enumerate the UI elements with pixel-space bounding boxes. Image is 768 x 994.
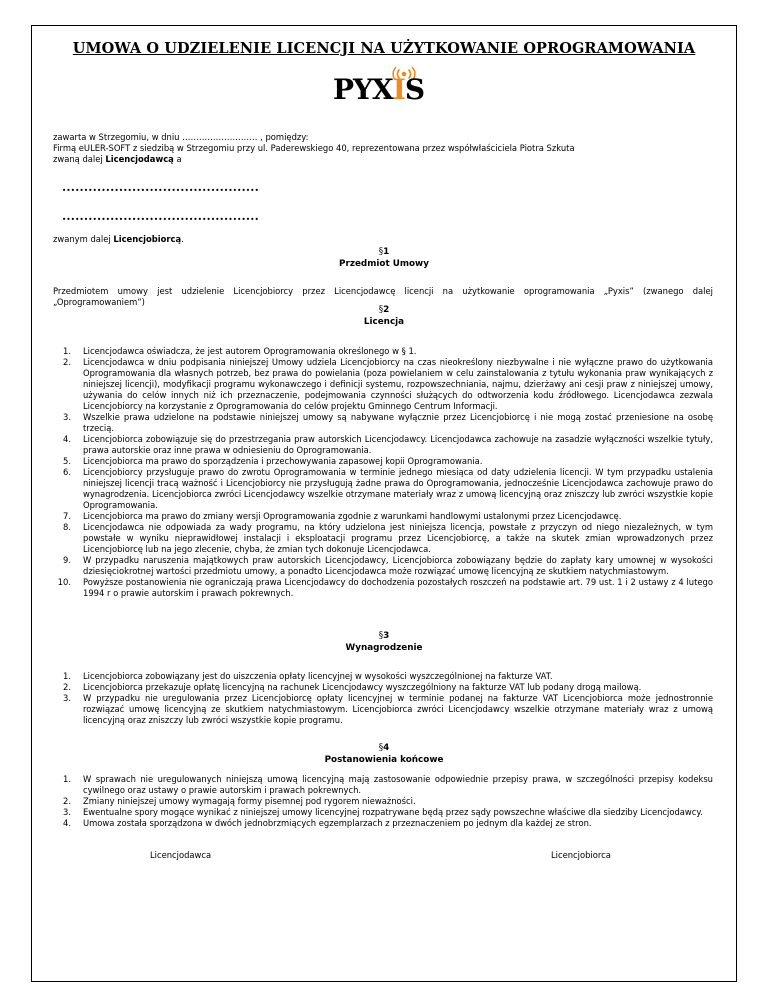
logo-text-pyx: PYX: [333, 73, 393, 106]
item-text: W przypadku naruszenia majątkowych praw autorskich Licencjodawcy, Licencjobiorca zobowiązany będzie do zapłaty kary umownej w wysokości dziesięciokrotnej wartości przedmiotu umowy, a ponadto Licencjodawca może rozwiązać umowę licencyjną ze skutkiem natychmiastowym.: [83, 555, 713, 576]
item-number: 10.: [57, 577, 71, 587]
list-item: [53, 807, 713, 818]
licencjobiorca-suffix: .: [181, 234, 184, 244]
intro-line-1: zawarta w Strzegomiu, w dniu ……………………… , pomiędzy:: [53, 132, 309, 142]
item-text: W sprawach nie uregulowanych niniejszą umową licencyjną mają zastosowanie odpowiednie przepisy prawa, w szczególności przepisy kodeksu cywilnego oraz ustawy o prawie autorskim i prawach pokrewnych.: [83, 774, 713, 795]
section-number: 3: [383, 631, 390, 641]
section-1-heading: [31, 247, 737, 270]
section-3-list: [53, 671, 713, 726]
list-item: [53, 434, 713, 456]
item-text: Licencjobiorca ma prawo do zmiany wersji Oprogramowania zgodnie z warunkami handlowymi ustalonymi przez Licencjodawcę.: [83, 511, 622, 521]
document-title: UMOWA O UDZIELENIE LICENCJI NA UŻYTKOWANIE OPROGRAMOWANIA: [72, 40, 696, 57]
logo-text-s: S: [404, 73, 425, 106]
section-2-list: [53, 346, 713, 599]
section-3-heading: [31, 631, 737, 654]
item-number: 3.: [63, 693, 71, 703]
item-number: 4.: [63, 434, 71, 444]
item-text: Licencjobiorcy przysługuje prawo do zwrotu Oprogramowania w terminie jednego miesiąca od daty udzielenia licencji. W tym przypadku ustalenia niniejszej licencji tracą ważność i Licencjobiorcy nie przysługują żadne prawa do Oprogramowania, jednocześnie Licencjodawca zachowuje prawo do wynagrodzenia. Licencjobiorca zwróci Licencjodawcy wszelkie otrzymane materiały wraz z umową licencyjną oraz zniszczy lub zwróci wszystkie kopie Oprogramowania.: [83, 467, 713, 510]
section-2-heading: [31, 305, 737, 328]
signature-licencjobiorca: Licencjobiorca: [551, 850, 611, 860]
section-sign: §: [378, 305, 384, 315]
intro-line-3: [53, 154, 713, 165]
licencjobiorca-line: [53, 234, 184, 245]
licencjobiorca-prefix: zwanym dalej: [53, 234, 114, 244]
list-item: [53, 522, 713, 555]
section-number: 4: [383, 743, 390, 753]
list-item: [53, 555, 713, 577]
item-text: Zmiany niniejszej umowy wymagają formy pisemnej pod rygorem nieważności.: [83, 796, 416, 806]
section-4-list: [53, 774, 713, 829]
item-number: 2.: [63, 682, 71, 692]
item-text: Powyższe postanowienia nie ograniczają prawa Licencjodawcy do dochodzenia pozostałych roszczeń na podstawie art. 79 ust. 1 i 2 ustawy z 4 lutego 1994 r o prawie autorskim i prawach pokrewnych.: [83, 577, 713, 598]
list-item: [53, 671, 713, 682]
section-1-text: Przedmiotem umowy jest udzielenie Licencjobiorcy przez Licencjodawcę licencji na użytkowanie oprogramowania „Pyxis” (zwanego dalej „Oprogramowaniem”): [53, 286, 713, 307]
licencjobiorca-term: Licencjobiorcą: [113, 234, 182, 244]
section-number: 1: [383, 247, 390, 257]
list-item: [53, 467, 713, 511]
item-text: Licencjobiorca ma prawo do sporządzenia i przechowywania zapasowej kopii Oprogramowania.: [83, 456, 483, 466]
section-title: Wynagrodzenie: [345, 642, 423, 653]
logo-wordmark: [333, 74, 424, 106]
intro-line-2: Firmą eULER-SOFT z siedzibą w Strzegomiu przy ul. Paderewskiego 40, reprezentowana przez współwłaściciela Piotra Szkuta: [53, 143, 575, 153]
blank-line-1: .............................................: [62, 180, 259, 194]
item-number: 1.: [63, 346, 71, 356]
list-item: [53, 796, 713, 807]
intro-line-3-suffix: a: [173, 154, 182, 164]
item-number: 6.: [63, 467, 71, 477]
item-text: W przypadku nie uregulowania przez Licencjobiorcę opłaty licencyjnej w terminie podanej na fakturze VAT Licencjobiorca może jednostronnie rozwiązać umowę licencyjną ze skutkiem natychmiastowym. Licencjobiorca zwróci Licencjodawcy wszelkie otrzymane materiały wraz z umową licencyjną oraz zniszczy lub zwróci wszystkie kopie programu.: [83, 693, 713, 725]
item-text: Wszelkie prawa udzielone na podstawie niniejszej umowy są nabywane wyłącznie przez Licencjobiorcę i nie mogą zostać przeniesione na osobę trzecią.: [83, 412, 713, 433]
item-number: 2.: [63, 796, 71, 806]
signature-licencjodawca: Licencjodawca: [150, 850, 212, 860]
intro-line-3-prefix: zwaną dalej: [53, 154, 106, 164]
item-number: 9.: [63, 555, 71, 565]
item-text: Licencjobiorca zobowiązuje się do przestrzegania praw autorskich Licencjodawcy. Licencjodawca zachowuje na zasadzie wyłączności wszelkie tytuły, prawa autorskie oraz inne prawa w odniesieniu do Oprogramowania.: [83, 434, 713, 455]
intro-block: [53, 132, 713, 165]
blank-line-2: .............................................: [62, 209, 259, 223]
item-number: 3.: [63, 412, 71, 422]
item-text: Licencjodawca w dniu podpisania niniejszej Umowy udziela Licencjobiorcy na czas nieokreślony niezbywalne i nie wyłączne prawo do użytkowania Oprogramowania dla własnych potrzeb, bez prawa do powielania (poza powielaniem w celu zainstalowania z tytułu wykonania praw wynikających z niniejszej licencji), modyfikacji programu wykonawczego i definicji systemu, rozpowszechniania, najmu, dzierżawy ani cesji praw z niniejszej umowy, używania do celów innych niż ich przeznaczenie, podejmowania czynności służących do odtworzenia kodu źródłowego. Licencjodawca zezwala Licencjobiorcy na korzystanie z Oprogramowania do celów projektu Gminnego Centrum Informacji.: [83, 357, 713, 411]
item-text: Umowa została sporządzona w dwóch jednobrzmiących egzemplarzach z przeznaczeniem po jednym dla każdej ze stron.: [83, 818, 592, 828]
item-text: Licencjodawca nie odpowiada za wady programu, na który udzielona jest niniejsza licencja, powstałe z przyczyn od niego niezależnych, w tym powstałe w wyniku nieprawidłowej instalacji i eksploatacji programu przez Licencjobiorcę, a także na skutek zmian wprowadzonych przez Licencjobiorcę lub na jego zlecenie, chyba, że zmian tych dokonuje Licencjodawca.: [83, 522, 713, 554]
item-text: Licencjobiorca przekazuje opłatę licencyjną na rachunek Licencjodawcy wyszczególniony na fakturze VAT lub podany drogą mailową.: [83, 682, 642, 692]
list-item: [53, 693, 713, 726]
section-title: Licencja: [363, 316, 405, 327]
item-text: Licencjobiorca zobowiązany jest do uiszczenia opłaty licencyjnej w wysokości wyszczególnionej na fakturze VAT.: [83, 671, 553, 681]
list-item: [53, 412, 713, 434]
list-item: [53, 511, 713, 522]
section-title: Przedmiot Umowy: [339, 258, 429, 269]
item-text: Ewentualne spory mogące wynikać z niniejszej umowy licencyjnej rozpatrywane będą przez sądy powszechne właściwe dla siedziby Licencjodawcy.: [83, 807, 703, 817]
section-number: 2: [383, 305, 390, 315]
list-item: [53, 682, 713, 693]
list-item: [53, 357, 713, 412]
list-item: [53, 346, 713, 357]
list-item: [53, 456, 713, 467]
licencjodawca-term: Licencjodawcą: [105, 154, 174, 164]
item-text: Licencjodawca oświadcza, że jest autorem Oprogramowania określonego w § 1.: [83, 346, 417, 356]
section-sign: §: [378, 247, 384, 257]
logo-text-i: I: [392, 73, 405, 106]
section-sign: §: [378, 743, 384, 753]
item-number: 8.: [63, 522, 71, 532]
list-item: [53, 577, 713, 599]
item-number: 5.: [63, 456, 71, 466]
section-4-heading: [31, 743, 737, 766]
item-number: 7.: [63, 511, 71, 521]
item-number: 4.: [63, 818, 71, 828]
list-item: [53, 818, 713, 829]
item-number: 2.: [63, 357, 71, 367]
pyxis-logo: [333, 66, 435, 108]
list-item: [53, 774, 713, 796]
section-title: Postanowienia końcowe: [324, 754, 444, 765]
item-number: 3.: [63, 807, 71, 817]
item-number: 1.: [63, 774, 71, 784]
item-number: 1.: [63, 671, 71, 681]
section-sign: §: [378, 631, 384, 641]
